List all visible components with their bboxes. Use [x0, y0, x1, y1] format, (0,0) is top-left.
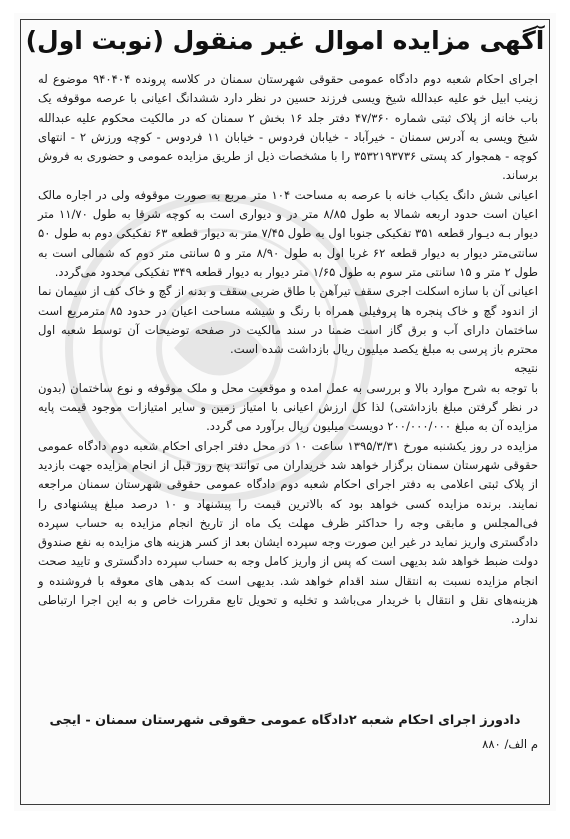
result-heading: نتیجه: [514, 361, 538, 376]
signature-line: دادورز اجرای احکام شعبه ۲دادگاه عمومی حقوقی شهرستان سمنان - ایجی: [49, 713, 521, 728]
notice-body: [38, 70, 538, 630]
notice-page: [14, 13, 556, 811]
reference-code: م الف/ ۸۸۰: [482, 737, 538, 751]
paragraph-valuation: با توجه به شرح موارد بالا و بررسی به عمل امده و موقعیت محل و ملک موقوفه و نوع ساختمان (بدون در نظر گرفتن مبلغ بازداشتی) لذا کل ارزش اعیانی با امتیاز زمین و سایر امتیازات موجود قیمت پایه مزایده آن به مبلغ ۲۰۰/۰۰۰/۰۰۰ دویست میلیون ریال برآورد می گردد.: [38, 380, 538, 434]
paragraph-auction-terms: مزایده در روز یکشنبه مورخ ۱۳۹۵/۳/۳۱ ساعت ۱۰ در محل دفتر اجرای احکام شعبه دوم دادگاه عمومی حقوقی شهرستان سمنان برگزار خواهد شد خریداران می توانند پنج روز قبل از انجام مزایده جهت بازدید از پلاک ثبتی اعلامی به دفتر اجرای احکام شعبه دوم دادگاه عمومی حقوقی شهرستان سمنان مراجعه نمایند. برنده مزایده کسی خواهد بود که بالاترین قیمت را پیشنهاد و ۱۰ درصد مبلغ پیشنهادی را فی‌المجلس و مابقی وجه را حداکثر ظرف مهلت یک ماه از تاریخ انجام مزایده به حساب سپرده دادگستری واریز نماید در غیر این صورت وجه سپرده ایشان بعد از کسر هزینه های مزایده به نفع صندوق دولت ضبط خواهد شد بدیهی است که پس از واریز کامل وجه به حساب سپرده دادگستری و تایید صحت انجام مزایده نسبت به انتقال سند اقدام خواهد شد. بدیهی است که بدهی های معوقه با فروشنده و هزینه‌های نقل و انتقال با خریدار می‌باشد و تخلیه و تحویل تابع مقررات خاص و به این اجرا ارتباطی ندارد.: [38, 438, 538, 627]
notice-title: آگهی مزایده اموال غیر منقول (نوبت اول): [25, 26, 545, 55]
paragraph-property-boundaries: اعیانی شش دانگ یکباب خانه با عرصه به مساحت ۱۰۴ متر مربع به صورت موقوفه ولی در اجاره مالک اعیان است حدود اربعه شمالا به طول ۸/۸۵ متر در و دیواری است به کوچه شرقا به طول ۱۱/۷۰ متر دیوار بـه دیـوار قطعه ۳۵۱ تفکیکی جنوبا اول به طول ۷/۴۵ متر به دیوار قطعه ۶۳ تفکیکی دوم به طول ۵۰ سانتی‌متر دیوار به دیوار قطعه ۶۲ غربا اول به طول ۸/۹۰ متر و ۵ سانتی متر دوم که شمالی است به طول ۲ متر و ۱۵ سانتی متر سوم به طول ۱/۶۵ متر دیوار به دیوار قطعه ۳۴۹ تفکیکی محدود می‌گردد.: [38, 187, 538, 279]
paragraph-case-intro: اجرای احکام شعبه دوم دادگاه عمومی حقوقی شهرستان سمنان در کلاسه پرونده ۹۴۰۴۰۴ موضوع له زینب ابیل خو علیه عبدالله شیخ ویسی فرزند حسین در نظر دارد ششدانگ اعیانی با عرصه موقوفه یک باب خانه از پلاک ثبتی شماره ۴۷/۳۶۰ دفتر جلد ۱۶ بخش ۲ سمنان که در مالکیت محکوم علیه عبدالله شیخ ویسی به آدرس سمنان - خیرآباد - خیابان فردوس - خیابان ۱۱ فردوس - کوچه ورزش ۲ - انتهای کوچه - همجوار کد پستی ۳۵۳۲۱۹۳۷۳۶ را با مشخصات ذیل از طریق مزایده عمومی و حضوری به فروش برساند.: [38, 72, 539, 183]
paragraph-building-description: اعیانی آن با سازه اسکلت اجری سقف تیرآهن با طاق ضربی سقف و بدنه از گچ و خاک کف از سیمان نما از اندود گچ و خاک پنجره ها پروفیلی همراه با رنگ و شیشه مساحت اعیان در حدود ۸۵ مترمربع است ساختمان دارای آب و برق گاز است ضمنا در سند مالکیت در صفحه توضیحات آن توسط شعبه اول محترم باز پرسی به مبلغ یکصد میلیون ریال بازداشت شده است.: [38, 284, 538, 357]
